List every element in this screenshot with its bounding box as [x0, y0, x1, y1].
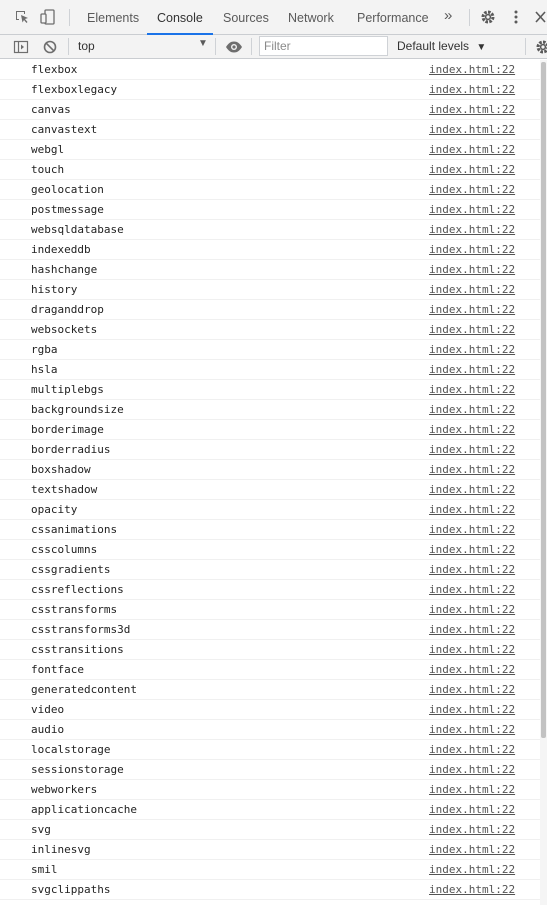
filter-input[interactable]: [259, 36, 388, 56]
console-message-text: hashchange: [31, 263, 98, 276]
source-link[interactable]: index.html:22: [429, 723, 516, 736]
source-link[interactable]: index.html:22: [429, 223, 516, 236]
console-message-text: touch: [31, 163, 65, 176]
console-message-text: video: [31, 703, 65, 716]
kebab-menu-icon[interactable]: [508, 9, 524, 25]
console-message-row: [0, 660, 540, 680]
console-message-text: csstransforms3d: [31, 623, 131, 636]
source-link[interactable]: index.html:22: [429, 103, 516, 116]
console-toolbar: [0, 35, 547, 59]
console-message-row: [0, 680, 540, 700]
console-message-text: cssanimations: [31, 523, 118, 536]
console-message-row: [0, 180, 540, 200]
toolbar-divider: [251, 38, 252, 55]
source-link[interactable]: index.html:22: [429, 743, 516, 756]
source-link[interactable]: index.html:22: [429, 583, 516, 596]
console-message-text: geolocation: [31, 183, 104, 196]
source-link[interactable]: index.html:22: [429, 323, 516, 336]
console-message-text: webgl: [31, 143, 65, 156]
console-message-row: [0, 100, 540, 120]
source-link[interactable]: index.html:22: [429, 703, 516, 716]
console-message-row: [0, 80, 540, 100]
console-message-row: [0, 220, 540, 240]
source-link[interactable]: index.html:22: [429, 143, 516, 156]
console-message-row: [0, 160, 540, 180]
console-message-row: [0, 740, 540, 760]
source-link[interactable]: index.html:22: [429, 803, 516, 816]
console-message-text: audio: [31, 723, 65, 736]
source-link[interactable]: index.html:22: [429, 403, 516, 416]
console-message-text: borderradius: [31, 443, 111, 456]
console-message-text: draganddrop: [31, 303, 104, 316]
more-tabs-icon[interactable]: »: [444, 7, 451, 24]
console-message-row: [0, 460, 540, 480]
source-link[interactable]: index.html:22: [429, 363, 516, 376]
source-link[interactable]: index.html:22: [429, 463, 516, 476]
console-message-row: [0, 380, 540, 400]
console-message-row: [0, 440, 540, 460]
console-message-row: [0, 860, 540, 880]
console-message-row: [0, 800, 540, 820]
source-link[interactable]: index.html:22: [429, 783, 516, 796]
source-link[interactable]: index.html:22: [429, 883, 516, 896]
log-levels-label: Default levels: [397, 39, 470, 53]
console-message-text: csscolumns: [31, 543, 98, 556]
console-message-text: fontface: [31, 663, 84, 676]
console-message-text: generatedcontent: [31, 683, 137, 696]
console-message-row: [0, 200, 540, 220]
clear-console-icon[interactable]: [42, 39, 58, 55]
console-message-row: [0, 340, 540, 360]
console-message-text: inlinesvg: [31, 843, 91, 856]
tab-console[interactable]: Console: [157, 0, 203, 34]
console-message-row: [0, 760, 540, 780]
console-message-text: flexboxlegacy: [31, 83, 118, 96]
console-message-text: sessionstorage: [31, 763, 124, 776]
console-message-text: cssreflections: [31, 583, 124, 596]
context-selector-value: top: [78, 39, 95, 53]
source-link[interactable]: index.html:22: [429, 623, 516, 636]
toolbar-divider: [68, 38, 69, 55]
console-message-text: websockets: [31, 323, 98, 336]
console-message-row: [0, 640, 540, 660]
console-message-row: [0, 140, 540, 160]
scrollbar-thumb[interactable]: [541, 62, 546, 738]
console-message-text: svg: [31, 823, 51, 836]
toolbar-divider: [69, 9, 70, 26]
console-message-row: [0, 120, 540, 140]
source-link[interactable]: index.html:22: [429, 283, 516, 296]
source-link[interactable]: index.html:22: [429, 343, 516, 356]
gear-icon[interactable]: [535, 39, 547, 55]
console-message-row: [0, 260, 540, 280]
source-link[interactable]: index.html:22: [429, 603, 516, 616]
console-message-row: [0, 540, 540, 560]
console-message-row: [0, 880, 540, 900]
source-link[interactable]: index.html:22: [429, 183, 516, 196]
source-link[interactable]: index.html:22: [429, 523, 516, 536]
dropdown-arrow-icon: ▼: [198, 38, 208, 49]
console-message-text: rgba: [31, 343, 58, 356]
source-link[interactable]: index.html:22: [429, 503, 516, 516]
console-message-text: flexbox: [31, 63, 78, 76]
console-message-text: cssgradients: [31, 563, 111, 576]
source-link[interactable]: index.html:22: [429, 863, 516, 876]
console-message-text: opacity: [31, 503, 78, 516]
console-message-text: boxshadow: [31, 463, 91, 476]
close-icon[interactable]: [534, 9, 547, 25]
tab-elements[interactable]: Elements: [87, 11, 140, 25]
console-message-text: csstransforms: [31, 603, 118, 616]
console-message-text: hsla: [31, 363, 58, 376]
tab-sources[interactable]: Sources: [223, 11, 269, 25]
device-toolbar-icon[interactable]: [40, 9, 56, 25]
source-link[interactable]: index.html:22: [429, 483, 516, 496]
console-message-row: [0, 580, 540, 600]
source-link[interactable]: index.html:22: [429, 423, 516, 436]
source-link[interactable]: index.html:22: [429, 663, 516, 676]
console-message-row: [0, 600, 540, 620]
source-link[interactable]: index.html:22: [429, 303, 516, 316]
console-message-text: postmessage: [31, 203, 104, 216]
console-message-text: indexeddb: [31, 243, 91, 256]
source-link[interactable]: index.html:22: [429, 763, 516, 776]
log-levels-dropdown[interactable]: [397, 39, 486, 53]
console-message-text: csstransitions: [31, 643, 124, 656]
source-link[interactable]: index.html:22: [429, 683, 516, 696]
console-message-row: [0, 520, 540, 540]
console-message-row: [0, 300, 540, 320]
console-message-text: svgclippaths: [31, 883, 111, 896]
sidebar-toggle-icon[interactable]: [13, 39, 29, 55]
tab-network[interactable]: Network: [288, 11, 334, 25]
console-message-row: [0, 500, 540, 520]
live-expression-eye-icon[interactable]: [225, 39, 241, 55]
source-link[interactable]: index.html:22: [429, 543, 516, 556]
console-message-text: textshadow: [31, 483, 98, 496]
toolbar-divider: [215, 38, 216, 55]
source-link[interactable]: index.html:22: [429, 203, 516, 216]
console-message-row: [0, 420, 540, 440]
console-message-row: [0, 60, 540, 80]
source-link[interactable]: index.html:22: [429, 383, 516, 396]
source-link[interactable]: index.html:22: [429, 443, 516, 456]
source-link[interactable]: index.html:22: [429, 643, 516, 656]
source-link[interactable]: index.html:22: [429, 163, 516, 176]
console-log-list: [0, 60, 540, 905]
source-link[interactable]: index.html:22: [429, 63, 516, 76]
console-message-text: webworkers: [31, 783, 98, 796]
console-message-text: backgroundsize: [31, 403, 124, 416]
dropdown-arrow-icon: ▼: [476, 42, 487, 53]
source-link[interactable]: index.html:22: [429, 83, 516, 96]
toolbar-divider: [469, 9, 470, 26]
console-message-row: [0, 560, 540, 580]
console-message-text: applicationcache: [31, 803, 137, 816]
console-message-text: websqldatabase: [31, 223, 124, 236]
devtools-tab-bar: [0, 0, 547, 35]
console-message-row: [0, 620, 540, 640]
source-link[interactable]: index.html:22: [429, 123, 516, 136]
source-link[interactable]: index.html:22: [429, 263, 516, 276]
console-message-row: [0, 720, 540, 740]
console-message-row: [0, 480, 540, 500]
console-message-row: [0, 840, 540, 860]
console-message-row: [0, 700, 540, 720]
toolbar-divider: [525, 38, 526, 55]
console-message-row: [0, 360, 540, 380]
console-message-row: [0, 780, 540, 800]
source-link[interactable]: index.html:22: [429, 563, 516, 576]
console-message-row: [0, 240, 540, 260]
console-message-text: multiplebgs: [31, 383, 104, 396]
source-link[interactable]: index.html:22: [429, 243, 516, 256]
console-message-row: [0, 320, 540, 340]
console-message-text: history: [31, 283, 78, 296]
console-message-text: borderimage: [31, 423, 104, 436]
tab-performance[interactable]: Performance: [357, 11, 429, 25]
console-message-text: localstorage: [31, 743, 111, 756]
inspect-element-icon[interactable]: [14, 9, 30, 25]
console-message-row: [0, 820, 540, 840]
gear-icon[interactable]: [480, 9, 496, 25]
console-message-text: canvastext: [31, 123, 98, 136]
source-link[interactable]: index.html:22: [429, 823, 516, 836]
source-link[interactable]: index.html:22: [429, 843, 516, 856]
console-message-row: [0, 280, 540, 300]
console-message-text: smil: [31, 863, 58, 876]
console-message-row: [0, 400, 540, 420]
console-message-text: canvas: [31, 103, 71, 116]
